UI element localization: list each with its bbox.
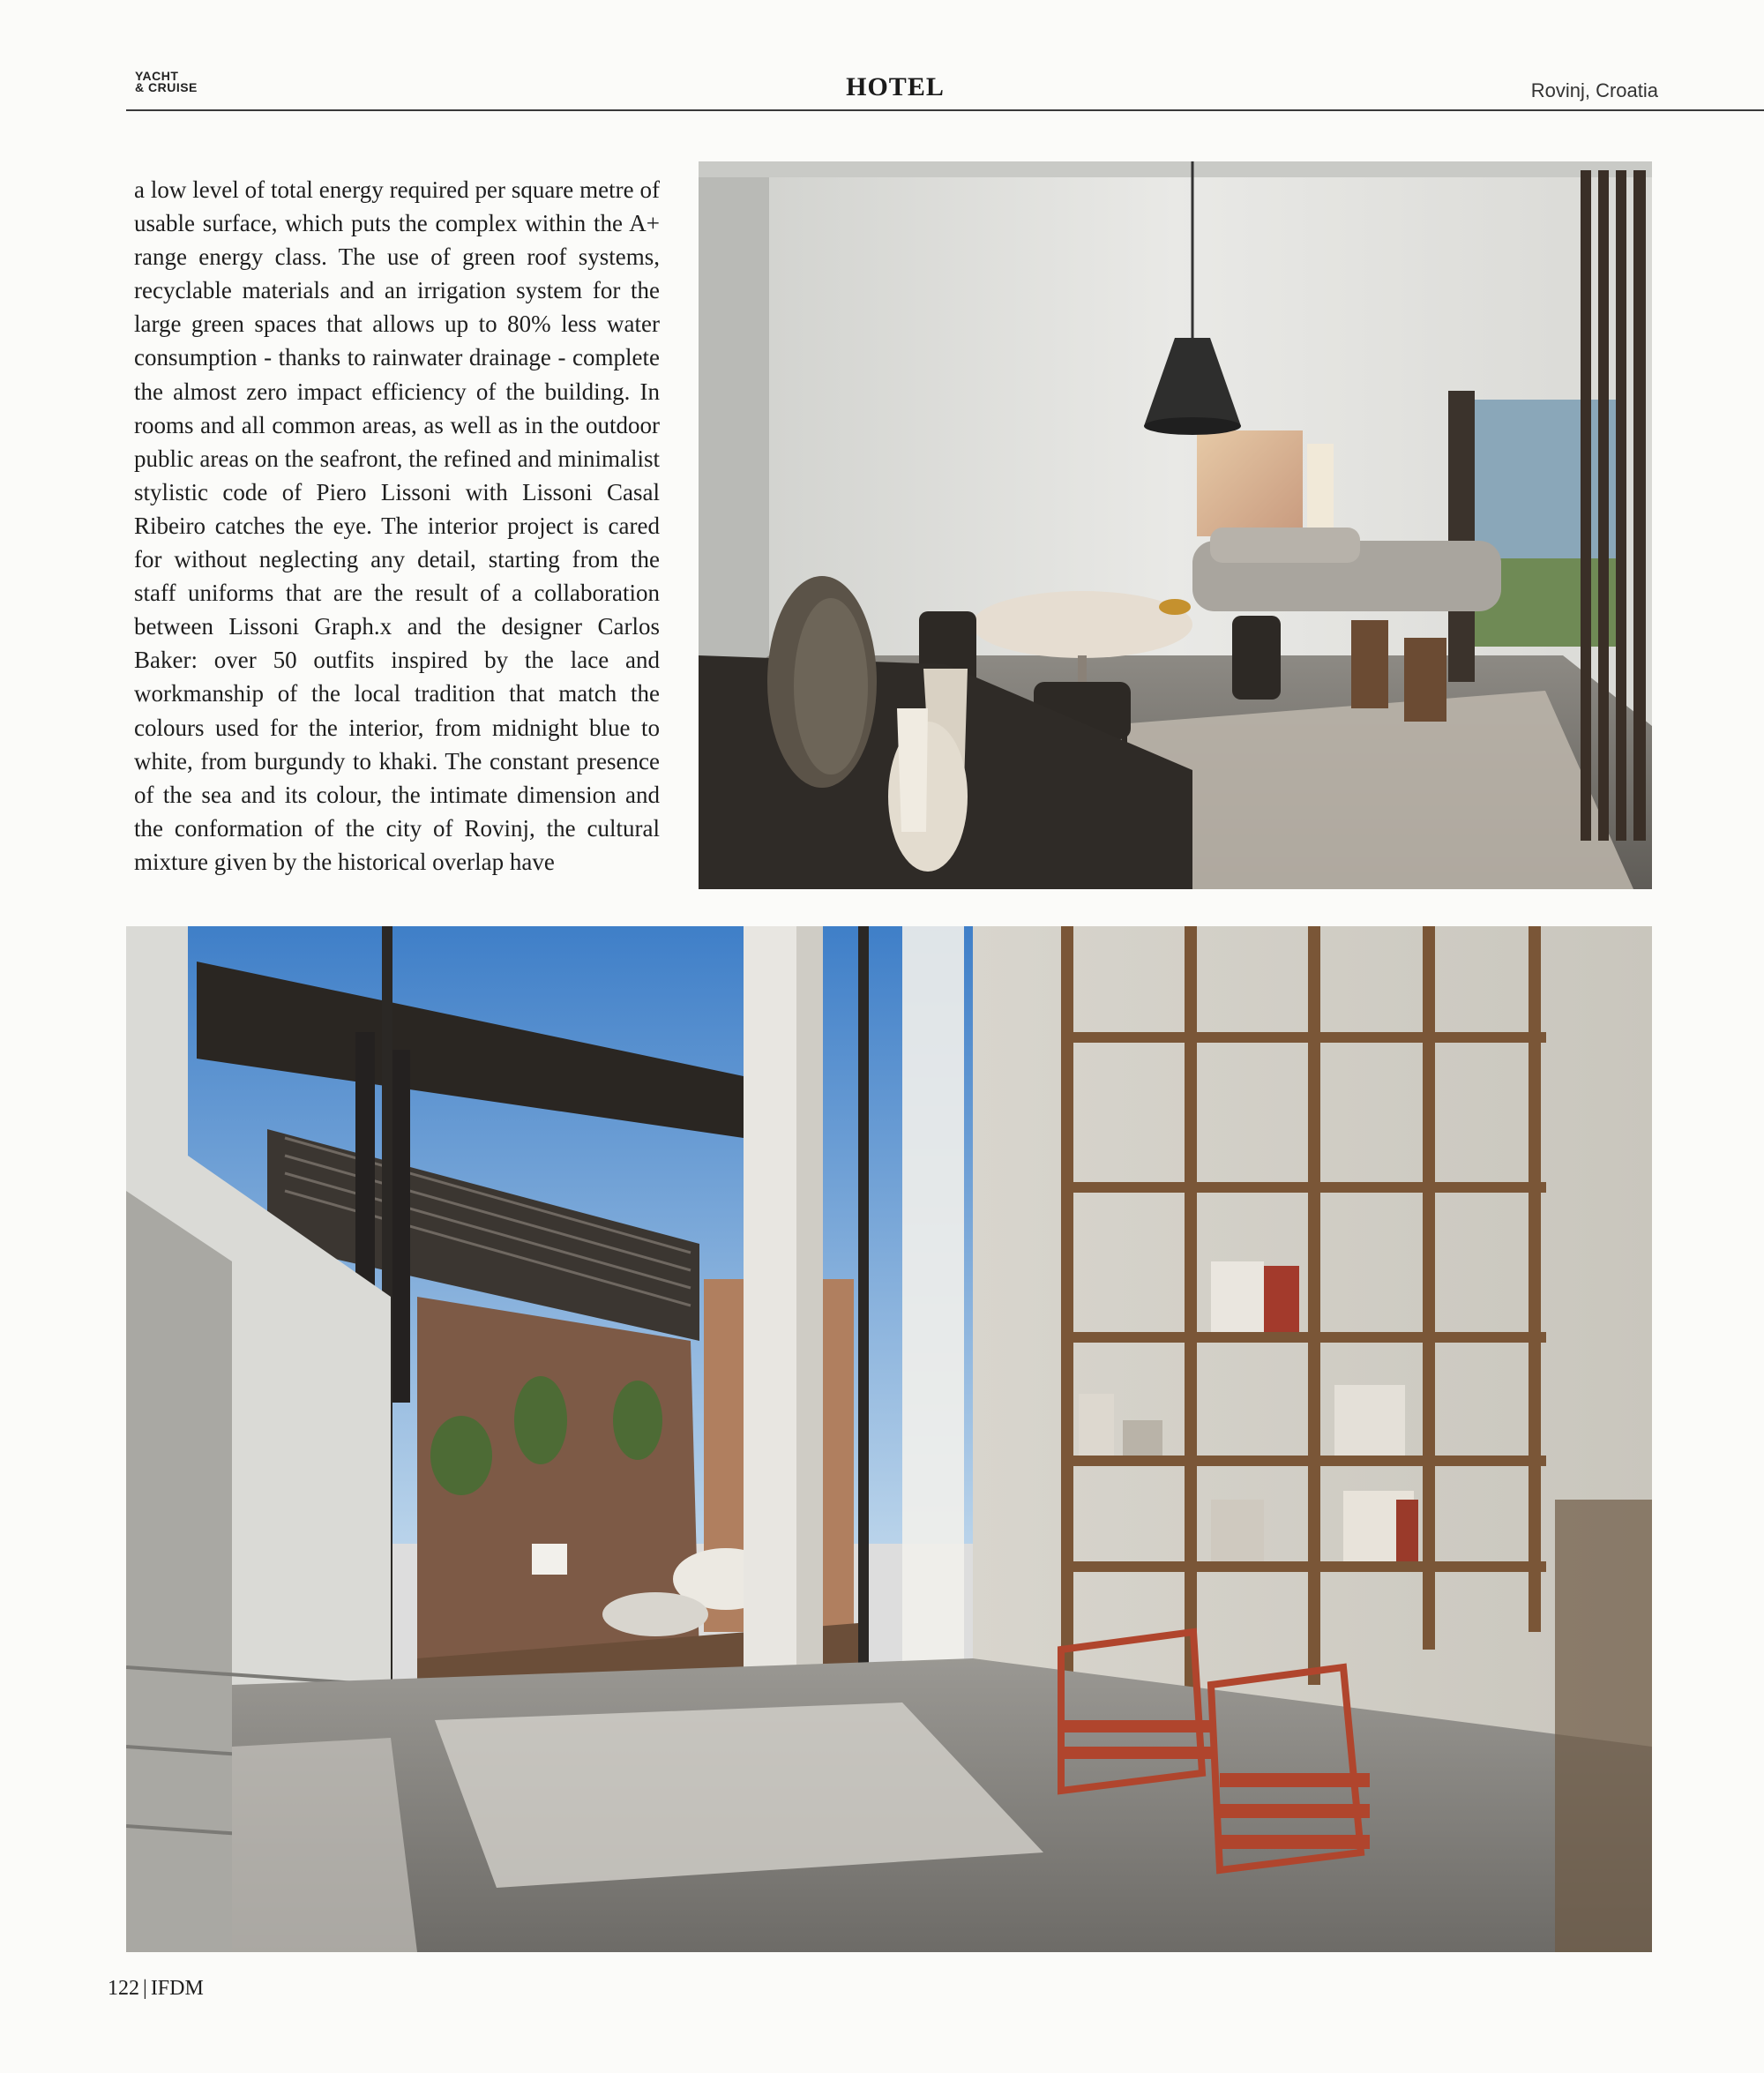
article-paragraph: a low level of total energy required per square metre of usable surface, which puts the complex within the A+ range energy class. The use of green roof systems, recyclable materials and an irrigation system for the large green spaces that allows up to 80% less water consumption - thanks to rainwater drainage - complete the almost zero impact efficiency of the building. In rooms and all common areas, as well as in the outdoor public areas on the seafront, the refined and minimalist stylistic code of Piero Lissoni with Lissoni Casal Ribeiro catches the eye. The interior project is cared for without neglecting any detail, starting from the staff uniforms that are the result of a collaboration between Lissoni Graph.x and the designer Carlos Baker: over 50 outfits inspired by the lace and workmanship of the local tradition that match the colours used for the interior, from midnight blue to white, from burgundy to khaki. The constant presence of the sea and its colour, the intimate dimension and the conformation of the city of Rovinj, the cultural mixture given by the historical overlap have (134, 176, 660, 875)
folio-separator: | (143, 1977, 147, 2000)
magazine-logo (135, 71, 198, 94)
location-label: Rovinj, Croatia (1530, 79, 1658, 101)
page-folio (108, 1977, 204, 2001)
library-photo (126, 926, 1652, 1952)
logo-line-2: & CRUISE (135, 80, 198, 94)
header-rule (126, 109, 1764, 111)
page-number: 122 (108, 1977, 139, 2000)
living-room-photo (699, 161, 1652, 889)
magazine-name: IFDM (150, 1977, 204, 2000)
logo-line-1: YACHT (135, 69, 179, 83)
article-body (134, 173, 660, 879)
section-title: HOTEL (846, 72, 945, 101)
